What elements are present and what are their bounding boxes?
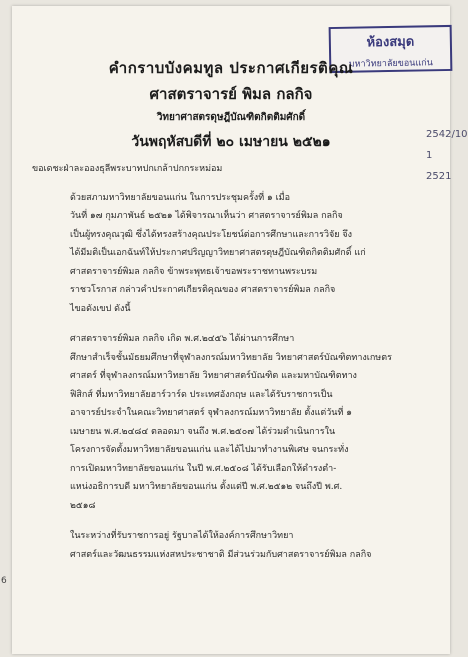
text-line: ศาสตราจารย์พิมล กลกิจ เกิด พ.ศ.๒๔๕๖ ได้ผ่านการศึกษา <box>70 334 295 344</box>
text-line: ไขอดังเขป ดังนี้ <box>70 303 131 314</box>
text-line: ราชวโรกาส กล่าวคำประกาศเกียรติคุณของ ศาสตราจารย์พิมล กลกิจ <box>70 285 336 295</box>
stamp-line-1: ห้องสมุด <box>366 34 415 51</box>
text-line: โครงการจัดตั้งมหาวิทยาลัยขอนแก่น และได้ไปมาทำงานพิเศษ จนกระทั่ง <box>70 445 349 455</box>
text-line: เป็นผู้ทรงคุณวุฒิ ซึ่งได้ทรงสร้างคุณประโยชน์ต่อการศึกษาและการวิจัย จึง <box>70 229 353 240</box>
document-body <box>32 160 438 576</box>
text-line: ๒๕๑๘ <box>70 500 96 511</box>
text-line: ศาสตราจารย์พิมล กลกิจ ข้าพระพุทธเจ้าขอพระราชทานพระบรม <box>70 266 318 277</box>
text-line: ในระหว่างที่รับราชการอยู่ รัฐบาลได้ให้องค์การศึกษาวิทยา <box>70 531 294 541</box>
paragraph-2 <box>32 330 438 515</box>
degree-title: วิทยาศาสตรดุษฎีบัณฑิตกิตติมศักดิ์ <box>156 112 306 123</box>
margin-note: 1 <box>426 150 433 161</box>
text-line: เมษายน พ.ศ.๒๔๘๔ ตลอดมา จนถึง พ.ศ.๒๕๐๗ ได้ร่วมดำเนินการใน <box>70 426 336 437</box>
honoree-name: ศาสตราจารย์ พิมล กลกิจ <box>149 85 313 103</box>
page-edge-mark: 6 <box>1 576 7 586</box>
document-page <box>12 6 468 654</box>
text-line: ด้วยสภามหาวิทยาลัยขอนแก่น ในการประชุมครั้งที่ ๑ เมื่อ <box>70 192 290 203</box>
margin-note: 2521 <box>426 171 452 182</box>
text-line: ศึกษาสำเร็จชั้นมัธยมศึกษาที่จุฬาลงกรณ์มหาวิทยาลัย วิทยาศาสตร์บัณฑิตทางเกษตร <box>70 352 392 363</box>
text-line: ศาสตร์ ที่จุฬาลงกรณ์มหาวิทยาลัย วิทยาศาสตร์บัณฑิต และมหาบัณฑิตทาง <box>70 371 357 381</box>
document-title: คำกราบบังคมทูล ประกาศเกียรติคุณ <box>108 59 354 77</box>
stamp-line-2: มหาวิทยาลัยขอนแก่น <box>348 58 433 70</box>
paragraph-1 <box>32 189 438 319</box>
text-line: วันที่ ๑๗ กุมภาพันธ์ ๒๕๒๑ ได้พิจารณาเห็นว่า ศาสตราจารย์พิมล กลกิจ <box>70 211 343 221</box>
ceremony-date: วันพฤหัสบดีที่ ๒๐ เมษายน ๒๕๒๑ <box>131 134 331 150</box>
text-line: ได้มีมติเป็นเอกฉันท์ให้ประกาศปริญญาวิทยาศาสตรดุษฎีบัณฑิตกิตติมศักดิ์ แก่ <box>70 248 366 258</box>
text-line: แหน่งอธิการบดี มหาวิทยาลัยขอนแก่น ตั้งแต่ปี พ.ศ.๒๕๑๒ จนถึงปี พ.ศ. <box>70 482 343 492</box>
text-line: ศาสตร์และวัฒนธรรมแห่งสหประชาชาติ มีส่วนร่วมกับศาสตราจารย์พิมล กลกิจ <box>70 549 372 560</box>
margin-note: 2542/10 <box>426 129 468 140</box>
paragraph-3 <box>32 527 438 564</box>
salutation: ขอเดชะฝ่าละอองธุลีพระบาทปกเกล้าปกกระหม่อม <box>32 164 223 174</box>
text-line: ฟิสิกส์ ที่มหาวิทยาลัยฮาร์วาร์ด ประเทศอังกฤษ และได้รับราชการเป็น <box>70 389 333 400</box>
text-line: การเปิดมหาวิทยาลัยขอนแก่น ในปี พ.ศ.๒๕๐๘ ได้รับเลือกให้ดำรงตำ- <box>70 463 337 474</box>
document-header <box>12 56 450 153</box>
text-line: อาจารย์ประจำในคณะวิทยาศาสตร์ จุฬาลงกรณ์มหาวิทยาลัย ตั้งแต่วันที่ ๑ <box>70 408 352 418</box>
